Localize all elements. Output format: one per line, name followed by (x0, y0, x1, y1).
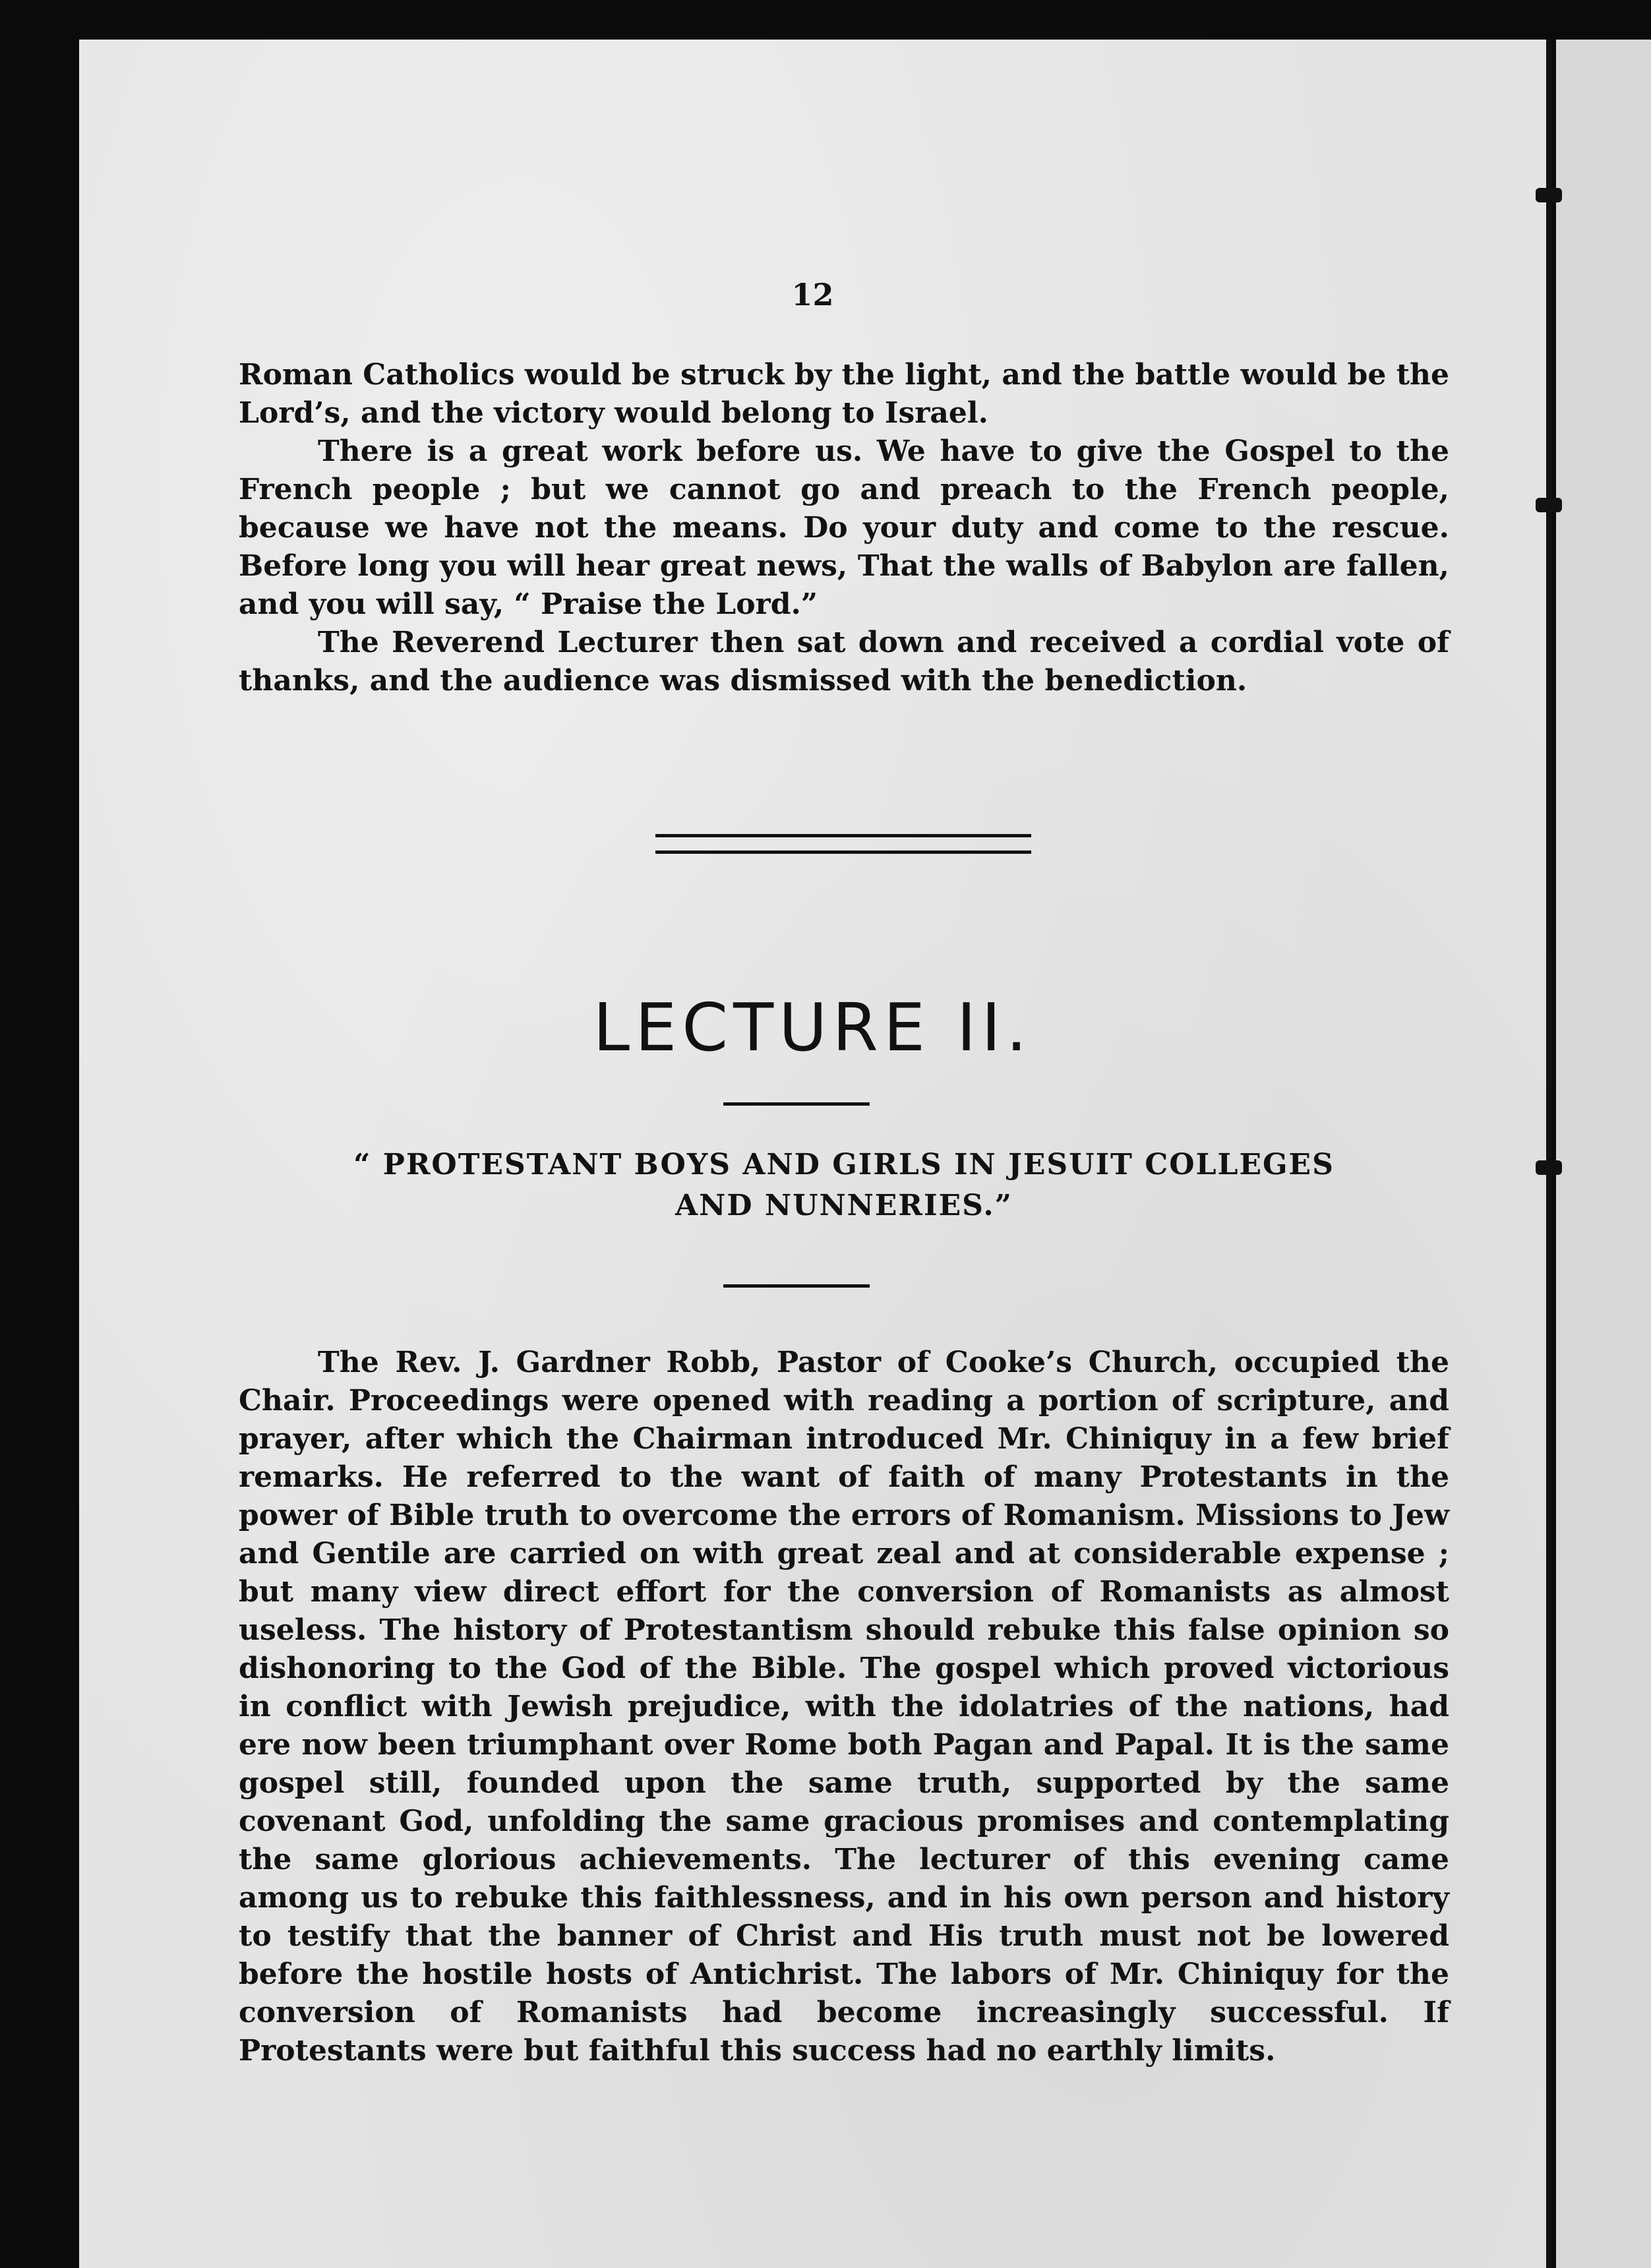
facing-page-edge (1556, 40, 1651, 2268)
top-text-block (239, 356, 1449, 700)
subtitle-line-1: “ PROTESTANT BOYS AND GIRLS IN JESUIT COLLEGES (353, 1148, 1335, 1181)
binding-mark (1536, 188, 1562, 202)
page-binding-edge (1546, 40, 1551, 2268)
page-number: 12 (791, 277, 834, 313)
document-page (79, 40, 1546, 2268)
paragraph-closing: The Reverend Lecturer then sat down and received a cordial vote of thanks, and the audience was dismissed with the benediction. (239, 626, 1449, 698)
subtitle-rule (723, 1284, 870, 1288)
section-divider (655, 834, 1031, 854)
lecture-subtitle (239, 1145, 1449, 1226)
binding-mark (1536, 498, 1562, 512)
subtitle-line-2: AND NUNNERIES.” (675, 1189, 1013, 1222)
title-rule (723, 1102, 870, 1106)
paragraph-continuation: Roman Catholics would be struck by the light, and the battle would be the Lord’s, and the victory would belong to Israel. (239, 358, 1449, 430)
paragraph-chairman: The Rev. J. Gardner Robb, Pastor of Cooke’s Church, occupied the Chair. Proceedings were opened with reading a portion of scripture, and prayer, after which the Chairman introduced Mr. Chiniquy in a few brief remarks. He referred to the want of faith of many Protestants in the power of Bible truth to overcome the errors of Romanism. Missions to Jew and Gentile are carried on with great zeal and at considerable expense ; but many view direct effort for the conversion of Romanists as almost useless. The history of Protestantism should rebuke this false opinion so dishonoring to the God of the Bible. The gospel which proved victorious in conflict with Jewish prejudice, with the idolatries of the nations, had ere now been triumphant over Rome both Pagan and Papal. It is the same gospel still, founded upon the same truth, supported by the same covenant God, unfolding the same gracious promises and contemplating the same glorious achievements. The lecturer of this evening came among us to rebuke this faithlessness, and in his own person and history to testify that the banner of Christ and His truth must not be lowered before the hostile hosts of Antichrist. The labors of Mr. Chiniquy for the conversion of Romanists had become increasingly successful. If Protestants were but faithful this success had no earthly limits. (239, 1346, 1449, 2068)
binding-mark (1536, 1160, 1562, 1175)
body-text-block (239, 1344, 1449, 2070)
lecture-title: LECTURE II. (593, 989, 1033, 1066)
paragraph-great-work: There is a great work before us. We have to give the Gospel to the French people ; but we cannot go and preach to the French people, because we have not the means. Do your duty and come to the rescue. Before long you will hear great news, That the walls of Babylon are fallen, and you will say, “ Praise the Lord.” (239, 434, 1449, 621)
